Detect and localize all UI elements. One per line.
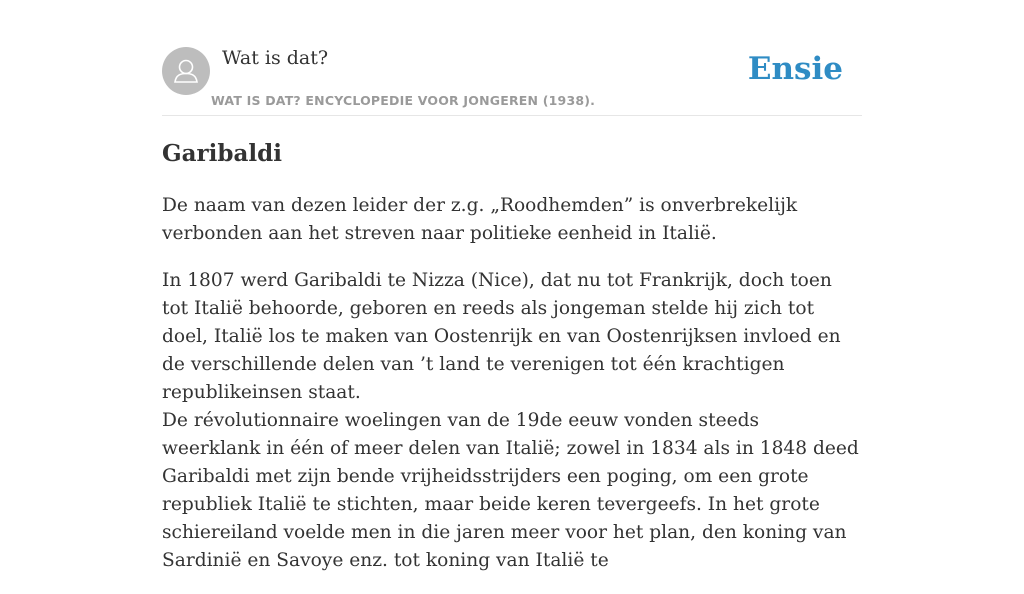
article-paragraph: De naam van dezen leider der z.g. „Roodhemden” is onverbrekelijk verbonden aan het streven naar politieke eenheid in Italië. (162, 195, 798, 244)
source-title[interactable]: Wat is dat? (222, 47, 329, 69)
source-subtitle[interactable]: WAT IS DAT? ENCYCLOPEDIE VOOR JONGEREN (1938). (211, 93, 596, 108)
page (162, 0, 862, 571)
ensie-logo[interactable]: Ensie (747, 51, 843, 87)
article-title: Garibaldi (162, 140, 282, 167)
source-header (162, 0, 862, 116)
article-body (162, 192, 862, 594)
user-silhouette-icon[interactable] (162, 47, 210, 95)
article-paragraph: In 1807 werd Garibaldi te Nizza (Nice), dat nu tot Frankrijk, doch toen tot Italië behoorde, geboren en reeds als jongeman stelde hij zich tot doel, Italië los te maken van Oostenrijk en van Oostenrijksen invloed en de verschillende delen van ’t land te verenigen tot één krachtigen republikeinsen staat. (162, 270, 841, 403)
article-paragraph: De révolutionnaire woelingen van de 19de eeuw vonden steeds weerklank in één of meer delen van Italië; zowel in 1834 als in 1848 deed Garibaldi met zijn bende vrijheidsstrijders een poging, om een grote republiek Italië te stichten, maar beide keren tevergeefs. In het grote schiereiland voelde men in die jaren meer voor het plan, den koning van Sardinië en Savoye enz. tot koning van Italië te (162, 410, 859, 571)
